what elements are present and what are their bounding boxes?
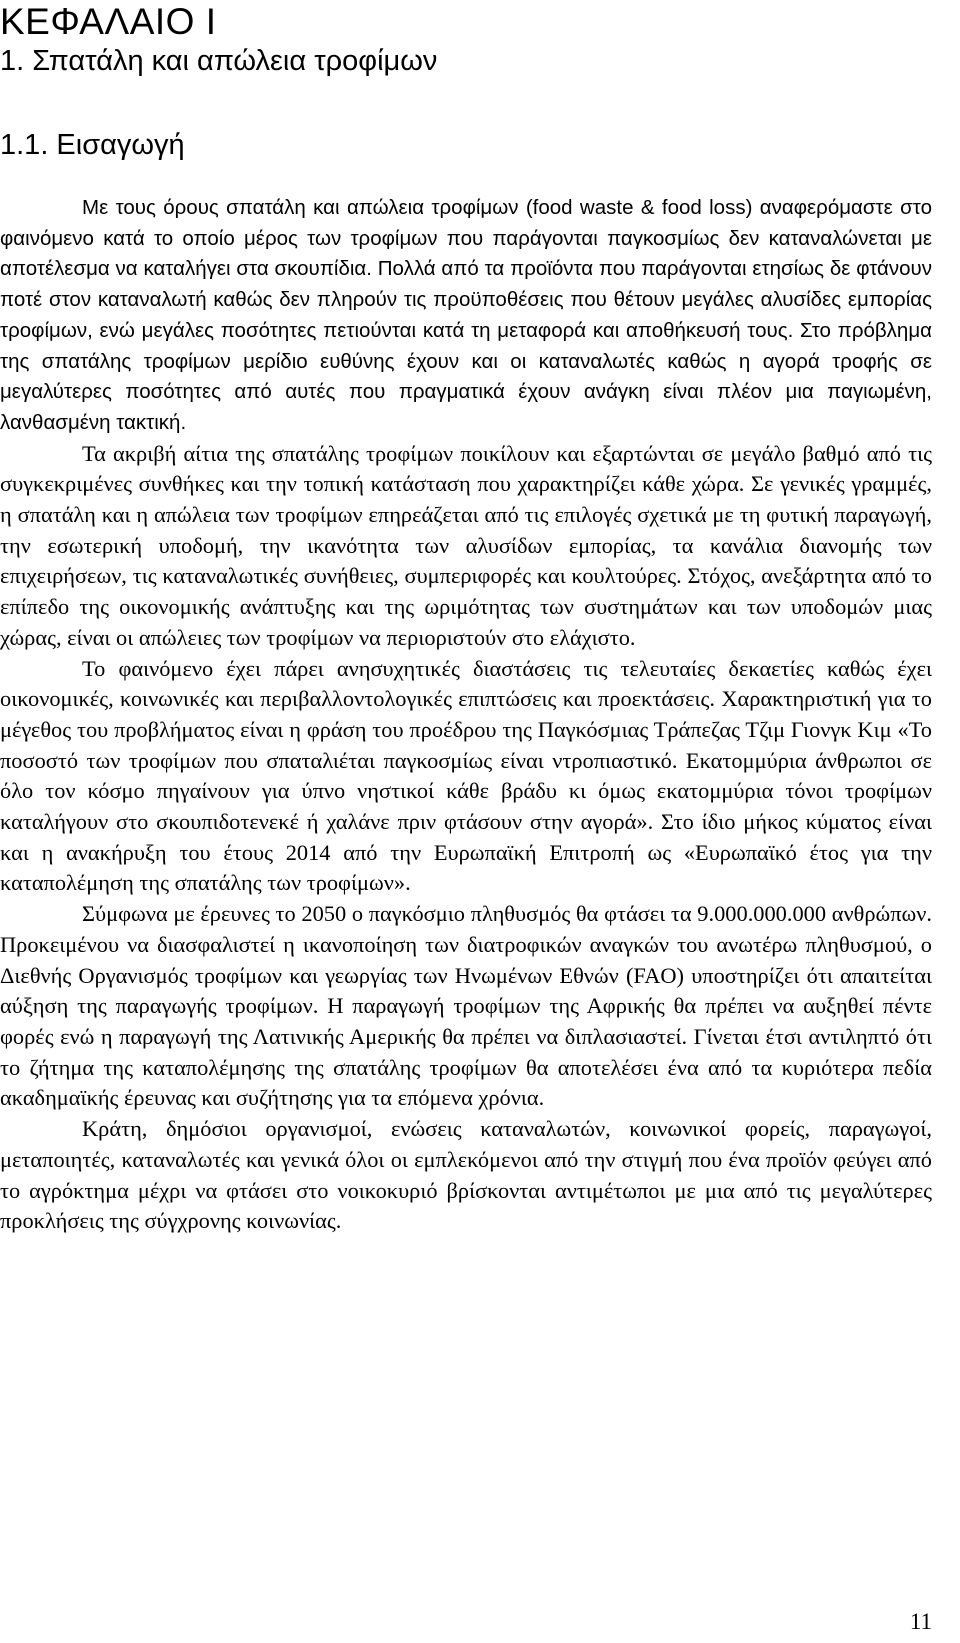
body-text (0, 193, 932, 1237)
paragraph-dimensions: Το φαινόμενο έχει πάρει ανησυχητικές διαστάσεις τις τελευταίες δεκαετίες καθώς έχει οικονομικές, κοινωνικές και περιβαλλοντολογικές επιπτώσεις και προεκτάσεις. Χαρακτηριστική για το μέγεθος του προβλήματος είναι η φράση του προέδρου της Παγκόσμιας Τράπεζας Τζιμ Γιονγκ Κιμ «Το ποσοστό των τροφίμων που σπαταλιέται παγκοσμίως είναι ντροπιαστικό. Εκατομμύρια άνθρωποι σε όλο τον κόσμο πηγαίνουν για ύπνο νηστικοί κάθε βράδυ κι όμως εκατομμύρια τόνοι τροφίμων καταλήγουν στο σκουπιδοτενεκέ ή χαλάνε πριν φτάσουν στην αγορά». Στο ίδιο μήκος κύματος είναι και η ανακήρυξη του έτους 2014 από την Ευρωπαϊκή Επιτροπή ως «Ευρωπαϊκό έτος για την καταπολέμηση της σπατάλης των τροφίμων». (0, 655, 932, 896)
chapter-title: ΚΕΦΑΛΑΙΟ Ι (0, 1, 217, 42)
section-title: 1. Σπατάλη και απώλεια τροφίμων (0, 45, 438, 77)
paragraph-population: Σύμφωνα με έρευνες το 2050 ο παγκόσμιο πληθυσμός θα φτάσει τα 9.000.000.000 ανθρώπων. Προκειμένου να διασφαλιστεί η ικανοποίηση των διατροφικών αναγκών του ανωτέρω πληθυσμού, ο Διεθνής Οργανισμός τροφίμων και γεωργίας των Ηνωμένων Εθνών (FAO) υποστηρίζει ότι απαιτείται αύξηση της παραγωγής τροφίμων. Η παραγωγή τροφίμων της Αφρικής θα πρέπει να αυξηθεί πέντε φορές ενώ η παραγωγή της Λατινικής Αμερικής θα πρέπει να διπλασιαστεί. Γίνεται έτσι αντιληπτό ότι το ζήτημα της καταπολέμησης της σπατάλης τροφίμων θα αποτελέσει ένα από τα κυριότερα πεδία ακαδημαϊκής έρευνας και συζήτησης για τα επόμενα χρόνια. (0, 901, 932, 1111)
page-number: 11 (909, 1609, 932, 1634)
paragraph-intro: Με τους όρους σπατάλη και απώλεια τροφίμων (food waste & food loss) αναφερόμαστε στο φαινόμενο κατά το οποίο μέρος των τροφίμων που παράγονται παγκοσμίως δεν καταναλώνεται με αποτέλεσμα να καταλήγει στα σκουπίδια. Πολλά από τα προϊόντα που παράγονται ετησίως δε φτάνουν ποτέ στον καταναλωτή καθώς δεν πληρούν τις προϋποθέσεις που θέτουν μεγάλες αλυσίδες εμπορίας τροφίμων, ενώ μεγάλες ποσότητες πετιούνται κατά τη μεταφορά και αποθήκευσή τους. Στο πρόβλημα της σπατάλης τροφίμων μερίδιο ευθύνης έχουν και οι καταναλωτές καθώς η αγορά τροφής σε μεγαλύτερες ποσότητες από αυτές που πραγματικά έχουν ανάγκη είναι πλέον μια παγιωμένη, λανθασμένη τακτική. (0, 196, 932, 434)
paragraph-causes: Τα ακριβή αίτια της σπατάλης τροφίμων ποικίλουν και εξαρτώνται σε μεγάλο βαθμό από τις συγκεκριμένες συνθήκες και την τοπική κατάσταση που χαρακτηρίζει κάθε χώρα. Σε γενικές γραμμές, η σπατάλη και η απώλεια των τροφίμων επηρεάζεται από τις επιλογές σχετικά με τη φυτική παραγωγή, την εσωτερική υποδομή, την ικανότητα των αλυσίδων εμπορίας, τα κανάλια διανομής των επιχειρήσεων, τις καταναλωτικές συνήθειες, συμπεριφορές και κουλτούρες. Στόχος, ανεξάρτητα από το επίπεδο της οικονομικής ανάπτυξης και της ωριμότητας των συστημάτων και των υποδομών μιας χώρας, είναι οι απώλειες των τροφίμων να περιοριστούν στο ελάχιστο. (0, 440, 932, 650)
paragraph-stakeholders: Κράτη, δημόσιοι οργανισμοί, ενώσεις καταναλωτών, κοινωνικοί φορείς, παραγωγοί, μεταποιητές, καταναλωτές και γενικά όλοι οι εμπλεκόμενοι από την στιγμή που ένα προϊόν φεύγει από το αγρόκτημα μέχρι να φτάσει στο νοικοκυριό βρίσκονται αντιμέτωποι με μια από τις μεγαλύτερες προκλήσεις της σύγχρονης κοινωνίας. (0, 1116, 932, 1234)
subsection-title: 1.1. Εισαγωγή (0, 129, 185, 161)
